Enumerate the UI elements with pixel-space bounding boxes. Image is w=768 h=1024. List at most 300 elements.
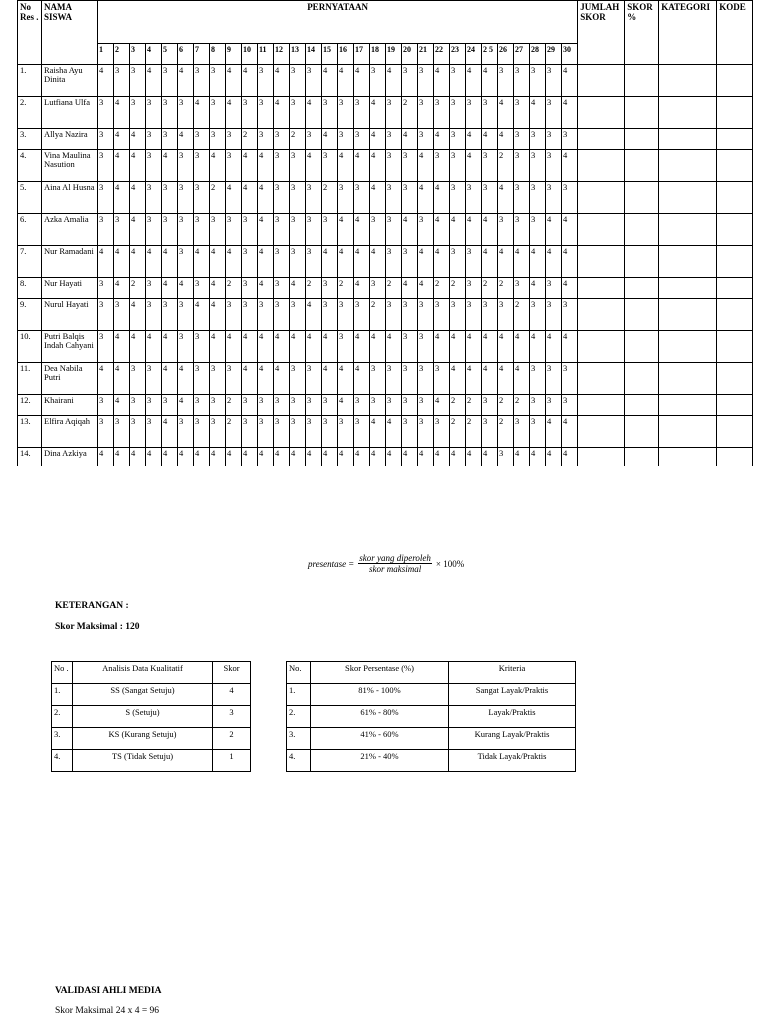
kategori-cell: [659, 246, 717, 278]
score-cell: 3: [114, 299, 130, 331]
score-cell: 3: [290, 182, 306, 214]
score-cell: 4: [258, 363, 274, 395]
score-cell: 3: [290, 395, 306, 416]
skor-cell: 4: [213, 684, 251, 706]
score-cell: 4: [130, 299, 146, 331]
score-cell: 4: [242, 448, 258, 466]
score-cell: 3: [290, 363, 306, 395]
score-cell: 4: [418, 278, 434, 299]
score-cell: 3: [322, 416, 338, 448]
score-cell: 4: [562, 246, 578, 278]
kode-cell: [717, 97, 753, 129]
score-cell: 4: [562, 65, 578, 97]
question-number-5: 5: [162, 44, 178, 65]
score-cell: 3: [450, 129, 466, 150]
score-cell: 4: [418, 182, 434, 214]
kriteria-cell: Layak/Praktis: [449, 706, 576, 728]
score-cell: 3: [194, 395, 210, 416]
no-cell: 4.: [52, 750, 73, 772]
no-cell: 1.: [287, 684, 311, 706]
table-row: [18, 182, 753, 214]
score-cell: 4: [402, 448, 418, 466]
score-cell: 3: [210, 65, 226, 97]
kategori-cell: [659, 299, 717, 331]
score-cell: 4: [434, 331, 450, 363]
row-number: 8.: [18, 278, 42, 299]
score-cell: 4: [562, 214, 578, 246]
score-cell: 4: [114, 448, 130, 466]
score-cell: 3: [482, 97, 498, 129]
persentase-cell: 61% - 80%: [311, 706, 449, 728]
score-cell: 3: [178, 97, 194, 129]
score-cell: 2: [322, 182, 338, 214]
score-cell: 3: [290, 150, 306, 182]
jumlah-skor-cell: [578, 65, 625, 97]
score-cell: 3: [242, 97, 258, 129]
score-cell: 3: [274, 129, 290, 150]
score-cell: 4: [466, 448, 482, 466]
score-cell: 4: [386, 448, 402, 466]
score-cell: 3: [242, 416, 258, 448]
skor-header: Skor: [213, 662, 251, 684]
score-cell: 3: [242, 246, 258, 278]
score-cell: 3: [194, 331, 210, 363]
score-cell: 4: [498, 331, 514, 363]
score-cell: 3: [530, 395, 546, 416]
question-number-3: 3: [130, 44, 146, 65]
score-cell: 4: [338, 246, 354, 278]
analisis-cell: TS (Tidak Setuju): [73, 750, 213, 772]
skor-persen-cell: [625, 278, 659, 299]
score-cell: 4: [194, 299, 210, 331]
analisis-cell: KS (Kurang Setuju): [73, 728, 213, 750]
score-cell: 4: [370, 182, 386, 214]
score-cell: 3: [354, 395, 370, 416]
table-row: [18, 97, 753, 129]
student-name: Raisha Ayu Dinita: [42, 65, 98, 97]
score-cell: 3: [514, 214, 530, 246]
score-cell: 4: [114, 331, 130, 363]
score-cell: 3: [546, 182, 562, 214]
score-cell: 3: [98, 97, 114, 129]
score-cell: 4: [146, 65, 162, 97]
score-cell: 4: [114, 129, 130, 150]
score-cell: 4: [114, 150, 130, 182]
score-cell: 3: [258, 395, 274, 416]
formula-numerator: skor yang diperoleh: [359, 553, 431, 563]
score-cell: 3: [226, 299, 242, 331]
score-cell: 3: [434, 299, 450, 331]
score-cell: 3: [146, 363, 162, 395]
question-number-23: 23: [450, 44, 466, 65]
score-cell: 3: [274, 246, 290, 278]
score-cell: 3: [306, 246, 322, 278]
score-cell: 4: [514, 448, 530, 466]
score-cell: 3: [130, 65, 146, 97]
score-cell: 4: [162, 246, 178, 278]
score-cell: 3: [514, 150, 530, 182]
score-cell: 3: [418, 395, 434, 416]
score-cell: 4: [546, 214, 562, 246]
skor-persen-cell: [625, 363, 659, 395]
score-cell: 4: [450, 363, 466, 395]
score-cell: 4: [274, 363, 290, 395]
score-cell: 2: [226, 416, 242, 448]
header-row: [287, 662, 576, 684]
score-cell: 3: [354, 97, 370, 129]
score-cell: 3: [562, 363, 578, 395]
score-cell: 4: [242, 150, 258, 182]
score-cell: 4: [162, 363, 178, 395]
score-cell: 3: [386, 299, 402, 331]
skor-persen-cell: [625, 299, 659, 331]
score-cell: 4: [562, 448, 578, 466]
kategori-cell: [659, 331, 717, 363]
score-cell: 4: [210, 331, 226, 363]
skor-persen-cell: [625, 395, 659, 416]
skor-persen-cell: [625, 246, 659, 278]
score-cell: 4: [466, 65, 482, 97]
score-cell: 4: [258, 246, 274, 278]
score-cell: 4: [274, 448, 290, 466]
score-cell: 4: [466, 129, 482, 150]
skor-persen-cell: [625, 150, 659, 182]
question-number-25: 2 5: [482, 44, 498, 65]
question-number-29: 29: [546, 44, 562, 65]
score-cell: 4: [322, 331, 338, 363]
score-cell: 3: [402, 331, 418, 363]
score-cell: 3: [242, 395, 258, 416]
criteria-table: [286, 661, 576, 772]
row-number: 9.: [18, 299, 42, 331]
score-cell: 4: [290, 331, 306, 363]
score-cell: 3: [546, 278, 562, 299]
score-cell: 3: [290, 97, 306, 129]
persentase-cell: 81% - 100%: [311, 684, 449, 706]
score-cell: 3: [162, 97, 178, 129]
question-number-17: 17: [354, 44, 370, 65]
score-cell: 3: [338, 416, 354, 448]
score-cell: 3: [210, 363, 226, 395]
score-cell: 4: [226, 182, 242, 214]
row-number: 6.: [18, 214, 42, 246]
score-cell: 3: [162, 214, 178, 246]
score-cell: 4: [306, 331, 322, 363]
score-cell: 3: [98, 395, 114, 416]
score-cell: 3: [98, 182, 114, 214]
student-name: Nur Hayati: [42, 278, 98, 299]
kategori-cell: [659, 65, 717, 97]
table-row: [287, 706, 576, 728]
kriteria-header: Kriteria: [449, 662, 576, 684]
score-cell: 4: [482, 214, 498, 246]
formula-lhs: presentase: [308, 558, 347, 569]
score-cell: 4: [466, 214, 482, 246]
score-cell: 3: [386, 182, 402, 214]
score-cell: 3: [322, 214, 338, 246]
score-cell: 3: [210, 395, 226, 416]
score-cell: 3: [434, 416, 450, 448]
jumlah-skor-cell: [578, 97, 625, 129]
table-row: [18, 278, 753, 299]
score-cell: 3: [498, 299, 514, 331]
score-cell: 4: [98, 65, 114, 97]
score-cell: 3: [386, 150, 402, 182]
score-cell: 3: [226, 129, 242, 150]
score-cell: 3: [114, 214, 130, 246]
table-row: [18, 246, 753, 278]
score-cell: 3: [514, 97, 530, 129]
persentase-cell: 21% - 40%: [311, 750, 449, 772]
score-cell: 4: [306, 150, 322, 182]
score-cell: 3: [194, 150, 210, 182]
score-cell: 3: [274, 278, 290, 299]
analisis-cell: S (Setuju): [73, 706, 213, 728]
student-name: Dea Nabila Putri: [42, 363, 98, 395]
score-cell: 3: [114, 65, 130, 97]
question-number-4: 4: [146, 44, 162, 65]
score-cell: 3: [530, 129, 546, 150]
table-row: [18, 395, 753, 416]
score-cell: 3: [306, 416, 322, 448]
score-cell: 3: [498, 214, 514, 246]
score-cell: 3: [322, 97, 338, 129]
kategori-cell: [659, 129, 717, 150]
col-header-kode: KODE: [717, 1, 753, 65]
score-cell: 3: [114, 416, 130, 448]
score-cell: 3: [466, 182, 482, 214]
score-cell: 4: [370, 416, 386, 448]
score-cell: 4: [562, 416, 578, 448]
score-cell: 3: [482, 182, 498, 214]
validasi-skor-maksimal: Skor Maksimal 24 x 4 = 96: [55, 1006, 160, 1016]
score-cell: 4: [162, 416, 178, 448]
table-row: [52, 706, 251, 728]
score-cell: 4: [130, 182, 146, 214]
question-number-27: 27: [514, 44, 530, 65]
score-cell: 3: [386, 246, 402, 278]
score-cell: 4: [338, 448, 354, 466]
score-cell: 3: [546, 129, 562, 150]
score-cell: 4: [146, 246, 162, 278]
score-cell: 4: [114, 363, 130, 395]
score-cell: 4: [242, 363, 258, 395]
score-cell: 2: [290, 129, 306, 150]
score-cell: 4: [530, 331, 546, 363]
score-cell: 4: [434, 129, 450, 150]
question-number-6: 6: [178, 44, 194, 65]
score-cell: 4: [162, 448, 178, 466]
score-cell: 4: [418, 150, 434, 182]
skor-maksimal-label: Skor Maksimal : 120: [55, 622, 140, 632]
question-number-20: 20: [402, 44, 418, 65]
score-cell: 3: [178, 182, 194, 214]
score-cell: 2: [498, 278, 514, 299]
row-number: 4.: [18, 150, 42, 182]
score-cell: 4: [178, 363, 194, 395]
table-row: [18, 129, 753, 150]
row-number: 7.: [18, 246, 42, 278]
score-cell: 4: [194, 246, 210, 278]
score-cell: 3: [418, 363, 434, 395]
score-cell: 4: [386, 65, 402, 97]
score-cell: 4: [354, 331, 370, 363]
score-cell: 4: [562, 331, 578, 363]
score-cell: 3: [146, 214, 162, 246]
score-cell: 4: [114, 97, 130, 129]
score-cell: 4: [386, 416, 402, 448]
table-row: [52, 684, 251, 706]
score-cell: 3: [418, 65, 434, 97]
jumlah-skor-cell: [578, 129, 625, 150]
score-cell: 3: [354, 182, 370, 214]
score-cell: 3: [274, 214, 290, 246]
score-cell: 2: [210, 182, 226, 214]
kode-cell: [717, 278, 753, 299]
question-number-24: 24: [466, 44, 482, 65]
score-cell: 3: [258, 129, 274, 150]
score-cell: 4: [178, 129, 194, 150]
score-cell: 3: [450, 246, 466, 278]
score-cell: 3: [482, 150, 498, 182]
score-cell: 3: [146, 278, 162, 299]
score-cell: 2: [514, 299, 530, 331]
score-cell: 4: [418, 448, 434, 466]
score-cell: 4: [290, 278, 306, 299]
question-number-10: 10: [242, 44, 258, 65]
score-cell: 4: [226, 65, 242, 97]
score-cell: 3: [434, 150, 450, 182]
score-cell: 2: [498, 395, 514, 416]
table-row: [52, 728, 251, 750]
score-cell: 3: [178, 331, 194, 363]
question-number-14: 14: [306, 44, 322, 65]
score-cell: 4: [258, 214, 274, 246]
student-name: Aina Al Husna: [42, 182, 98, 214]
score-cell: 4: [418, 246, 434, 278]
score-cell: 4: [530, 448, 546, 466]
question-number-13: 13: [290, 44, 306, 65]
row-number: 14.: [18, 448, 42, 466]
score-cell: 3: [274, 299, 290, 331]
score-cell: 2: [226, 278, 242, 299]
kode-cell: [717, 65, 753, 97]
score-cell: 3: [306, 182, 322, 214]
score-cell: 4: [482, 129, 498, 150]
score-cell: 3: [98, 214, 114, 246]
formula-fraction: [358, 553, 432, 574]
score-cell: 4: [178, 278, 194, 299]
score-cell: 4: [354, 214, 370, 246]
score-cell: 4: [482, 448, 498, 466]
score-cell: 4: [530, 278, 546, 299]
jumlah-skor-cell: [578, 416, 625, 448]
score-cell: 3: [562, 129, 578, 150]
score-cell: 3: [402, 150, 418, 182]
score-cell: 3: [242, 299, 258, 331]
no-cell: 2.: [52, 706, 73, 728]
score-cell: 4: [274, 65, 290, 97]
kategori-cell: [659, 97, 717, 129]
score-cell: 4: [434, 448, 450, 466]
score-cell: 4: [338, 395, 354, 416]
skor-persen-cell: [625, 214, 659, 246]
question-number-26: 26: [498, 44, 514, 65]
table-row: [18, 150, 753, 182]
score-cell: 4: [98, 363, 114, 395]
score-cell: 3: [162, 65, 178, 97]
score-cell: 3: [306, 395, 322, 416]
question-number-8: 8: [210, 44, 226, 65]
score-cell: 4: [370, 97, 386, 129]
score-cell: 4: [498, 182, 514, 214]
skor-cell: 3: [213, 706, 251, 728]
no-cell: 3.: [52, 728, 73, 750]
score-cell: 3: [354, 129, 370, 150]
table-row: [287, 728, 576, 750]
kategori-cell: [659, 448, 717, 466]
row-number: 3.: [18, 129, 42, 150]
student-score-table: [17, 0, 753, 466]
score-cell: 3: [98, 331, 114, 363]
score-cell: 2: [482, 278, 498, 299]
score-cell: 3: [370, 65, 386, 97]
kode-cell: [717, 246, 753, 278]
score-cell: 3: [258, 97, 274, 129]
question-number-7: 7: [194, 44, 210, 65]
kategori-cell: [659, 278, 717, 299]
score-cell: 3: [418, 97, 434, 129]
score-cell: 3: [146, 395, 162, 416]
row-number: 5.: [18, 182, 42, 214]
table-row: [18, 65, 753, 97]
score-cell: 3: [146, 97, 162, 129]
score-cell: 4: [498, 363, 514, 395]
score-cell: 3: [402, 395, 418, 416]
student-name: Dina Azkiya: [42, 448, 98, 466]
col-header-pernyataan: PERNYATAAN: [98, 1, 578, 44]
kode-cell: [717, 363, 753, 395]
score-cell: 3: [530, 182, 546, 214]
score-cell: 3: [418, 331, 434, 363]
score-cell: 3: [482, 416, 498, 448]
score-cell: 4: [450, 214, 466, 246]
score-cell: 3: [210, 416, 226, 448]
kriteria-cell: Kurang Layak/Praktis: [449, 728, 576, 750]
jumlah-skor-cell: [578, 299, 625, 331]
score-cell: 3: [146, 182, 162, 214]
kategori-cell: [659, 214, 717, 246]
table-row: [18, 448, 753, 466]
score-cell: 3: [466, 299, 482, 331]
question-number-18: 18: [370, 44, 386, 65]
score-cell: 3: [290, 65, 306, 97]
score-cell: 3: [562, 182, 578, 214]
score-cell: 4: [546, 246, 562, 278]
score-cell: 2: [450, 278, 466, 299]
score-cell: 3: [434, 363, 450, 395]
score-cell: 3: [530, 299, 546, 331]
question-number-2: 2: [114, 44, 130, 65]
analisis-header: Analisis Data Kualitatif: [73, 662, 213, 684]
score-cell: 4: [306, 97, 322, 129]
score-cell: 3: [98, 299, 114, 331]
score-cell: 3: [546, 363, 562, 395]
score-cell: 3: [402, 65, 418, 97]
score-cell: 4: [354, 278, 370, 299]
score-cell: 3: [402, 363, 418, 395]
score-cell: 3: [562, 299, 578, 331]
